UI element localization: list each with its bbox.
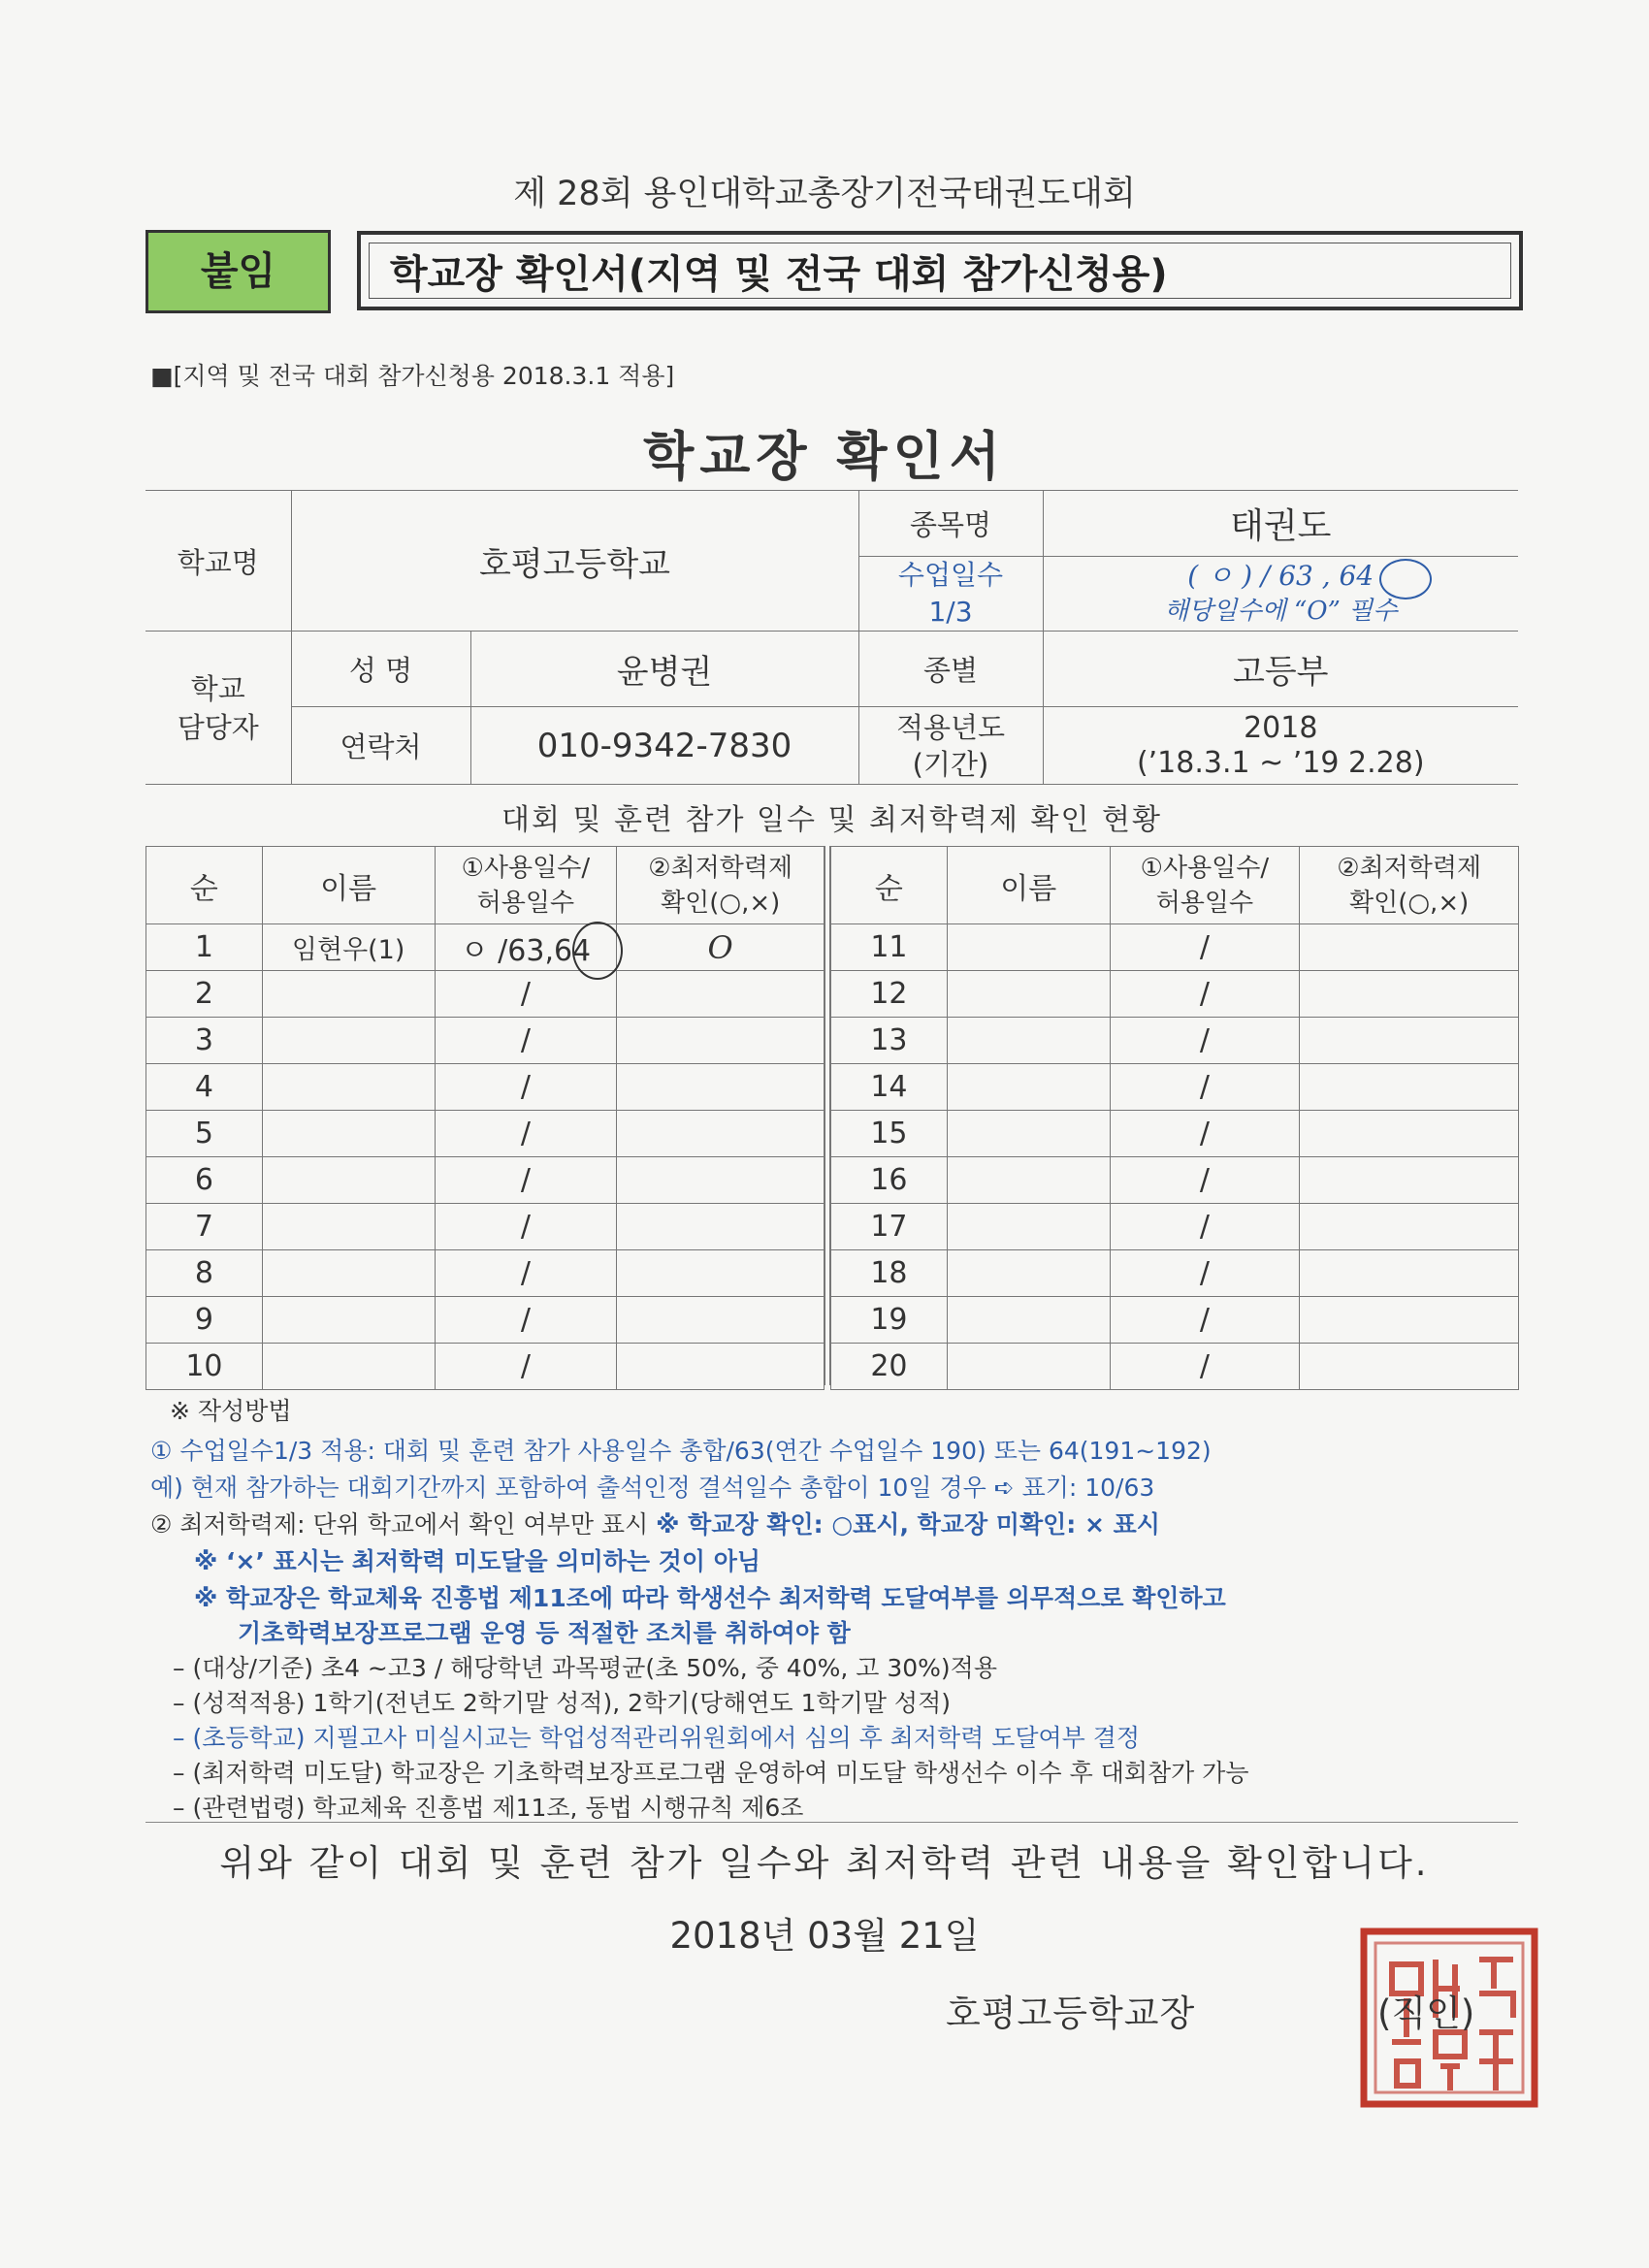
row-number: 15 [831, 1111, 948, 1157]
row-number: 14 [831, 1064, 948, 1111]
days-label-line2: 1/3 [928, 596, 973, 628]
row-name [262, 1064, 435, 1111]
name-label: 성 명 [291, 632, 470, 707]
row-name [947, 1064, 1110, 1111]
row-check [617, 1204, 824, 1250]
row-check: O [617, 924, 824, 971]
row-number: 2 [146, 971, 263, 1018]
row-check [617, 1064, 824, 1111]
row-days: / [435, 1064, 617, 1111]
method-line-1: ① 수업일수1/3 적용: 대회 및 훈련 참가 사용일수 총합/63(연간 수업일수 190) 또는 64(191~192) [150, 1437, 1212, 1465]
method-line-9: – (초등학교) 지필고사 미실시교는 학업성적관리위원회에서 심의 후 최저학력 도달여부 결정 [173, 1724, 1141, 1752]
row-days: / [435, 1250, 617, 1297]
header-days-line2: 허용일수 [476, 888, 575, 918]
contact-label-line2: 담당자 [177, 710, 259, 744]
days-label-line1: 수업일수 [897, 559, 1004, 591]
principal-name: 호평고등학교장 [946, 1993, 1196, 2034]
notice-line: ■[지역 및 전국 대회 참가신청용 2018.3.1 적용] [150, 362, 675, 390]
method-line-3a: ② 최저학력제: 단위 학교에서 확인 여부만 표시 [150, 1510, 657, 1539]
header-days [1110, 847, 1300, 924]
row-name [947, 1250, 1110, 1297]
row-check [617, 1344, 824, 1390]
handwritten-circle-mark [1379, 559, 1432, 599]
row-number: 10 [146, 1344, 263, 1390]
row-number: 8 [146, 1250, 263, 1297]
confirmation-text: 위와 같이 대회 및 훈련 참가 일수와 최저학력 관련 내용을 확인합니다. [219, 1842, 1430, 1884]
table-row [831, 1204, 1519, 1250]
method-line-10: – (최저학력 미도달) 학교장은 기초학력보장프로그램 운영하여 미도달 학생선수 이수 후 대회참가 가능 [173, 1759, 1249, 1787]
row-check [1300, 1344, 1519, 1390]
header-days-line1: ①사용일수/ [461, 853, 591, 883]
row-number: 3 [146, 1018, 263, 1064]
header-check-line1: ②최저학력제 [1337, 853, 1482, 883]
row-days: ㅇ /63,64 [435, 924, 617, 971]
row-check [1300, 1250, 1519, 1297]
header-check-line1: ②최저학력제 [648, 853, 793, 883]
header-check-line2: 확인(○,×) [661, 888, 781, 918]
banner-inner-border [369, 243, 1511, 299]
division-label: 종별 [858, 632, 1043, 707]
banner-title-text: 학교장 확인서(지역 및 전국 대회 참가신청용) [390, 252, 1168, 297]
phone-value: 010-9342-7830 [470, 707, 858, 785]
row-check [1300, 1064, 1519, 1111]
year-label-line2: (기간) [912, 747, 989, 781]
school-value: 호평고등학교 [291, 491, 858, 632]
row-days: / [435, 1204, 617, 1250]
days-value [1043, 557, 1518, 632]
table-row [831, 924, 1519, 971]
seal-label: (직인) [1377, 1993, 1475, 2034]
row-days: / [435, 1297, 617, 1344]
days-value-note: 해당일수에 “O” 필수 [1164, 597, 1398, 626]
participation-table-left [146, 846, 824, 1390]
row-days: / [1110, 1297, 1300, 1344]
table-row [146, 1064, 824, 1111]
header-check-line2: 확인(○,×) [1349, 888, 1470, 918]
row-number: 12 [831, 971, 948, 1018]
row-check [617, 1297, 824, 1344]
row-days: / [1110, 924, 1300, 971]
signed-date: 2018년 03월 21일 [669, 1915, 980, 1957]
row-days: / [1110, 1064, 1300, 1111]
phone-label: 연락처 [291, 707, 470, 785]
row-name [947, 1111, 1110, 1157]
table-row [146, 1018, 824, 1064]
table-row [831, 1111, 1519, 1157]
row-check [1300, 1297, 1519, 1344]
row-name: 임현우(1) [262, 924, 435, 971]
table-body-left [146, 924, 824, 1390]
row-check [617, 1018, 824, 1064]
table-body-right [831, 924, 1519, 1390]
row-number: 5 [146, 1111, 263, 1157]
header-days-line2: 허용일수 [1155, 888, 1254, 918]
row-number: 4 [146, 1064, 263, 1111]
table-row [831, 1344, 1519, 1390]
row-number: 13 [831, 1018, 948, 1064]
row-days: / [1110, 1344, 1300, 1390]
row-number: 6 [146, 1157, 263, 1204]
row-check [617, 1157, 824, 1204]
event-title: 제 28회 용인대학교총장기전국태권도대회 [513, 175, 1136, 213]
row-name [947, 1018, 1110, 1064]
table-row [831, 1018, 1519, 1064]
row-check [1300, 1018, 1519, 1064]
method-line-2: 예) 현재 참가하는 대회기간까지 포함하여 출석인정 결석일수 총합이 10일 경우 ➪ 표기: 10/63 [150, 1474, 1155, 1502]
row-name [947, 1157, 1110, 1204]
row-number: 11 [831, 924, 948, 971]
method-line-3 [150, 1506, 1160, 1540]
row-check [617, 971, 824, 1018]
table-row [831, 1297, 1519, 1344]
year-label [858, 707, 1043, 785]
method-line-11: – (관련법령) 학교체육 진흥법 제11조, 동법 시행규칙 제6조 [173, 1794, 804, 1822]
handwritten-circle-mark [572, 922, 623, 980]
method-line-8: – (성적적용) 1학기(전년도 2학기말 성적), 2학기(당해연도 1학기말 성적) [173, 1689, 951, 1717]
row-days: / [1110, 1157, 1300, 1204]
row-days: / [435, 1344, 617, 1390]
name-value: 윤병권 [470, 632, 858, 707]
row-days: / [435, 971, 617, 1018]
table-row [831, 971, 1519, 1018]
header-name: 이름 [947, 847, 1110, 924]
header-check [617, 847, 824, 924]
division-value: 고등부 [1043, 632, 1518, 707]
table-row [146, 1157, 824, 1204]
row-number: 7 [146, 1204, 263, 1250]
header-days-line1: ①사용일수/ [1140, 853, 1270, 883]
sport-value: 태권도 [1043, 491, 1518, 557]
table-row [831, 1064, 1519, 1111]
row-days: / [435, 1111, 617, 1157]
banner-title [357, 231, 1523, 310]
row-name [947, 971, 1110, 1018]
row-name [947, 1297, 1110, 1344]
method-title: ※ 작성방법 [170, 1397, 292, 1425]
row-days: / [1110, 1204, 1300, 1250]
row-number: 19 [831, 1297, 948, 1344]
year-value-line2: (’18.3.1 ~ ’19 2.28) [1136, 745, 1425, 780]
row-name [262, 971, 435, 1018]
method-line-4: ※ ‘×’ 표시는 최저학력 미도달을 의미하는 것이 아님 [194, 1547, 761, 1575]
year-label-line1: 적용년도 [895, 710, 1006, 744]
row-number: 9 [146, 1297, 263, 1344]
sport-label: 종목명 [858, 491, 1043, 557]
header-days [435, 847, 617, 924]
row-number: 18 [831, 1250, 948, 1297]
row-days: / [1110, 971, 1300, 1018]
row-name [262, 1250, 435, 1297]
grid-title: 대회 및 훈련 참가 일수 및 최저학력제 확인 현황 [501, 803, 1162, 837]
row-name [947, 1204, 1110, 1250]
document-title: 학교장 확인서 [643, 426, 1006, 487]
header-no: 순 [146, 847, 263, 924]
header-check [1300, 847, 1519, 924]
table-row [146, 1344, 824, 1390]
row-number: 20 [831, 1344, 948, 1390]
row-name [262, 1111, 435, 1157]
table-row [146, 1204, 824, 1250]
contact-label-line1: 학교 [190, 671, 245, 705]
header-no: 순 [831, 847, 948, 924]
attachment-label: 붙임 [146, 230, 331, 313]
row-days: / [1110, 1111, 1300, 1157]
row-check [1300, 1204, 1519, 1250]
row-number: 1 [146, 924, 263, 971]
table-row [831, 1250, 1519, 1297]
row-name [262, 1018, 435, 1064]
participation-table-right [830, 846, 1519, 1390]
row-check [1300, 924, 1519, 971]
year-value [1043, 707, 1518, 785]
row-name [947, 1344, 1110, 1390]
row-days: / [435, 1157, 617, 1204]
info-table [146, 490, 1518, 785]
row-days: / [1110, 1018, 1300, 1064]
header-name: 이름 [262, 847, 435, 924]
table-row [146, 1297, 824, 1344]
row-name [262, 1204, 435, 1250]
year-value-line1: 2018 [1244, 710, 1318, 745]
row-name [262, 1157, 435, 1204]
table-row [146, 971, 824, 1018]
row-number: 16 [831, 1157, 948, 1204]
row-name [262, 1344, 435, 1390]
row-number: 17 [831, 1204, 948, 1250]
row-name [262, 1297, 435, 1344]
table-row [146, 1111, 824, 1157]
table-row [831, 1157, 1519, 1204]
divider-line [146, 1822, 1518, 1823]
school-label: 학교명 [146, 491, 291, 632]
row-check [617, 1111, 824, 1157]
row-name [947, 924, 1110, 971]
days-value-main: ( ㅇ ) / 63 , 64 [1187, 560, 1374, 592]
row-check [1300, 1111, 1519, 1157]
contact-label [146, 632, 291, 785]
method-line-7: – (대상/기준) 초4 ~고3 / 해당학년 과목평균(초 50%, 중 40%, 고 30%)적용 [173, 1654, 997, 1682]
method-line-6: 기초학력보장프로그램 운영 등 적절한 조치를 취하여야 함 [238, 1619, 851, 1647]
row-check [1300, 971, 1519, 1018]
table-row [146, 1250, 824, 1297]
table-row [146, 924, 824, 971]
row-check [617, 1250, 824, 1297]
row-check [1300, 1157, 1519, 1204]
days-label [858, 557, 1043, 632]
row-days: / [1110, 1250, 1300, 1297]
method-line-3b: ※ 학교장 확인: ○표시, 학교장 미확인: × 표시 [656, 1510, 1160, 1539]
method-line-5: ※ 학교장은 학교체육 진흥법 제11조에 따라 학생선수 최저학력 도달여부를 의무적으로 확인하고 [194, 1584, 1226, 1612]
row-days: / [435, 1018, 617, 1064]
